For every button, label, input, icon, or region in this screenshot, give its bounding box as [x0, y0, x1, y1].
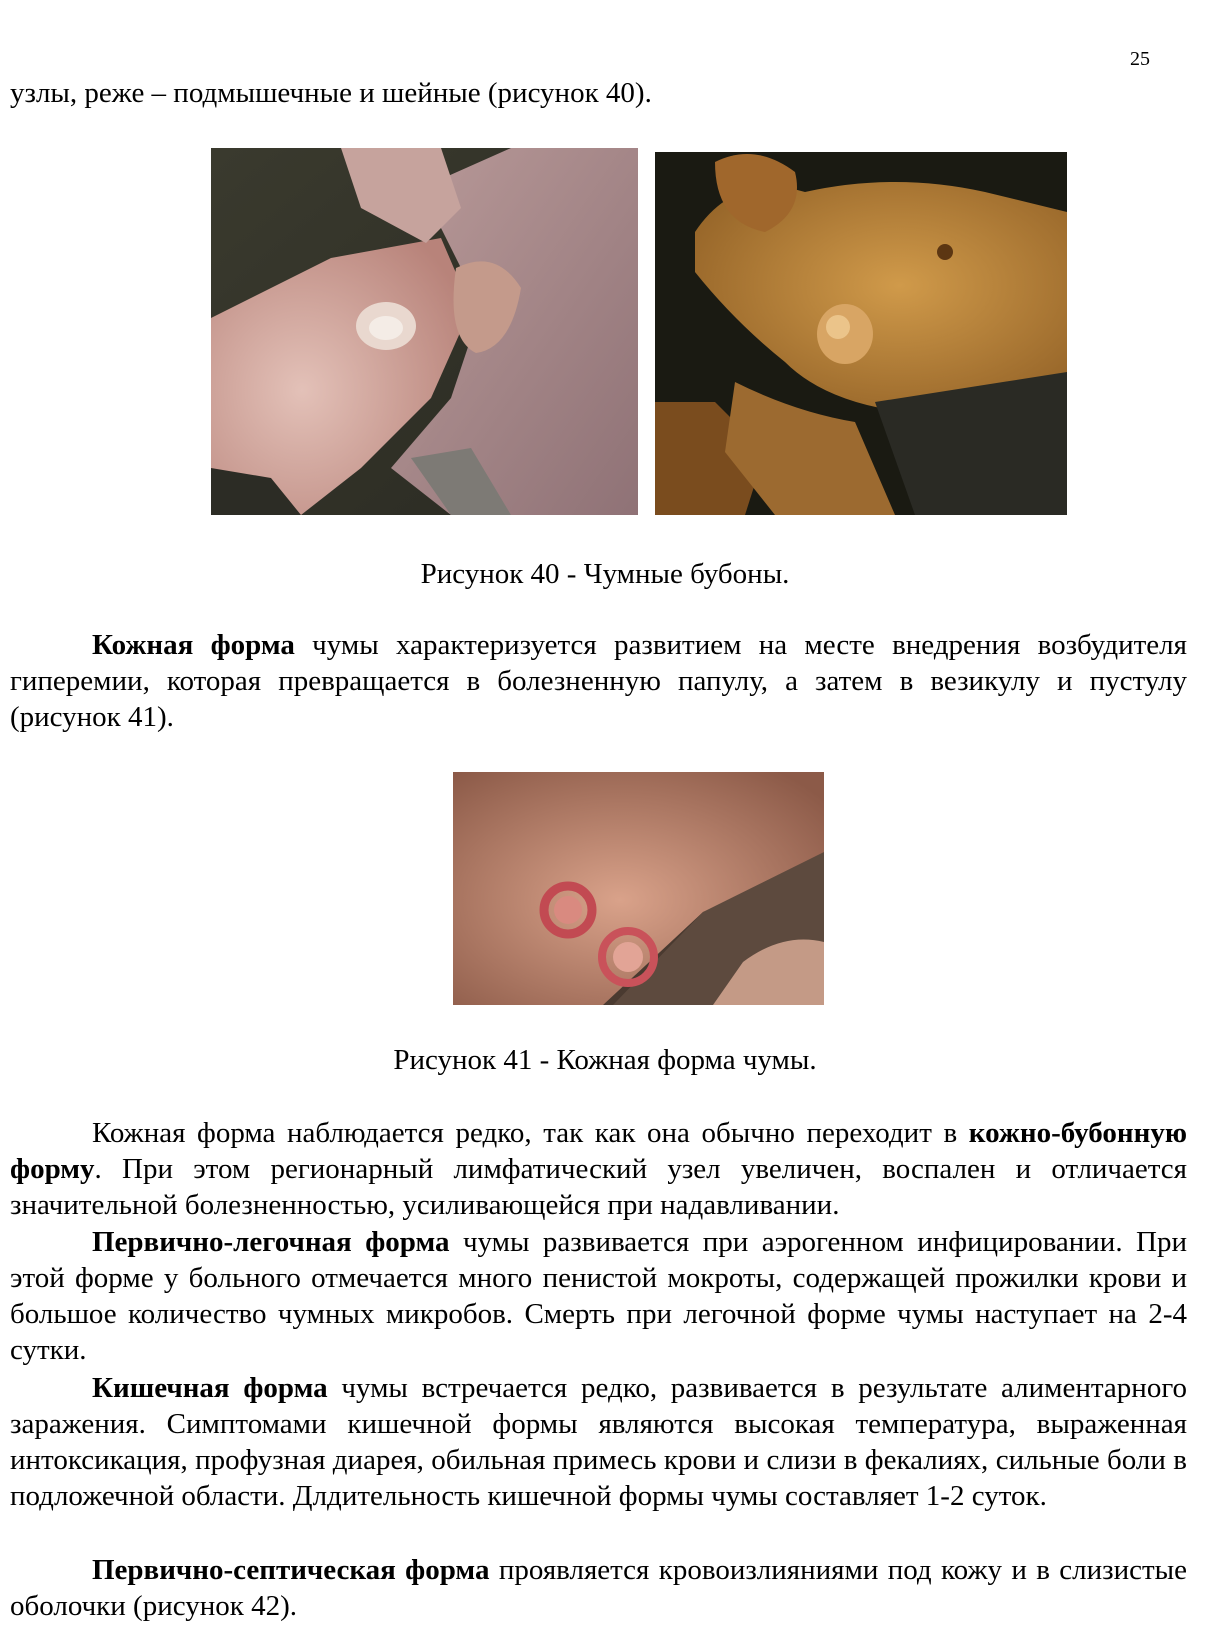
figure-40-caption: Рисунок 40 - Чумные бубоны. [420, 558, 790, 590]
paragraph-text: чумы встречается редко, развивается в результате алиментарного заражения. Симптомами кишечной формы являются высокая температура, выраженная интоксикация, профузная диарея, обильная примесь крови и слизи в фекалиях, сильные боли в подложечной области. Длдительность кишечной формы чумы составляет 1-2 суток. [10, 1372, 1187, 1512]
continuation-line: узлы, реже – подмышечные и шейные (рисунок 40). [10, 77, 652, 109]
paragraph-cutaneous-form [10, 627, 1187, 735]
paragraph-text: чумы развивается при аэрогенном инфицировании. При этой форме у больного отмечается много пенистой мокроты, содержащей прожилки крови и большое количество чумных микробов. Смерть при легочной форме чумы наступает на 2-4 сутки. [10, 1226, 1187, 1366]
term-septic-form: Первично-септическая форма [92, 1554, 490, 1586]
cutaneous-plague-photo [453, 772, 824, 1005]
term-pulmonary-form: Первично-легочная форма [92, 1226, 450, 1258]
paragraph-text: проявляется кровоизлияниями под кожу и в слизистые оболочки (рисунок 42). [10, 1554, 1187, 1622]
bubo-axilla-photo [655, 152, 1067, 515]
term-cutaneous-bubonic-form: кожно-бубонную форму [10, 1117, 1187, 1185]
paragraph-pulmonary-form [10, 1224, 1187, 1368]
paragraph-text: . При этом регионарный лимфатический узел увеличен, воспален и отличается значительной болезненностью, усиливающейся при надавливании. [10, 1153, 1187, 1221]
paragraph-text: чумы характеризуется развитием на месте внедрения возбудителя гиперемии, которая превращается в болезненную папулу, а затем в везикулу и пустулу (рисунок 41). [10, 629, 1187, 733]
paragraph-septic-form [10, 1552, 1187, 1624]
paragraph-text: Кожная форма наблюдается редко, так как она обычно переходит в [92, 1117, 969, 1149]
paragraph-intestinal-form [10, 1370, 1187, 1514]
paragraph-cutaneous-bubonic [10, 1115, 1187, 1223]
term-intestinal-form: Кишечная форма [92, 1372, 328, 1404]
figure-41-caption: Рисунок 41 - Кожная форма чумы. [393, 1044, 817, 1076]
term-cutaneous-form: Кожная форма [92, 629, 295, 661]
page-number: 25 [1130, 48, 1150, 70]
bubo-leg-photo [211, 148, 638, 515]
